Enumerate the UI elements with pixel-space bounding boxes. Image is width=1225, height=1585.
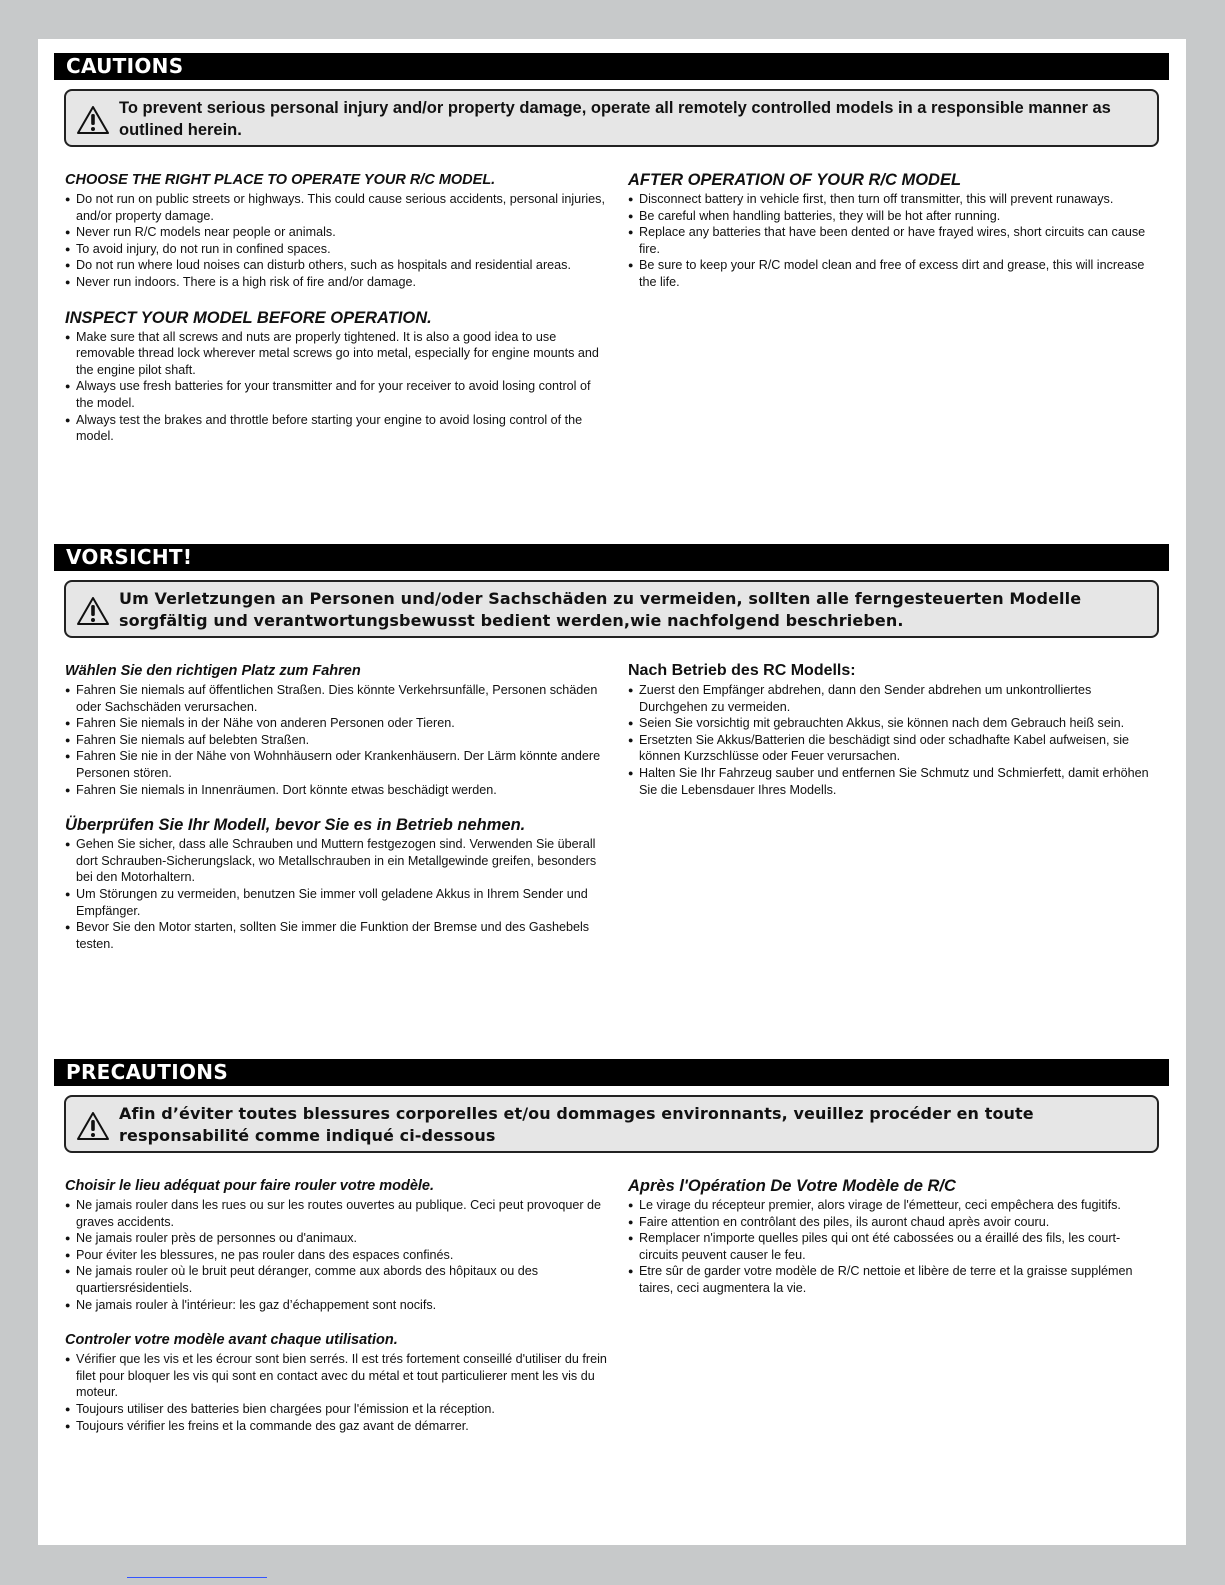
warning-triangle-icon — [76, 105, 110, 135]
list-item: ● Seien Sie vorsichtig mit gebrauchten Akkus, sie können nach dem Gebrauch heiß sein. — [628, 715, 1158, 732]
bullet-list — [65, 329, 610, 445]
cautions-section — [54, 53, 1169, 501]
list-item: ● Bevor Sie den Motor starten, sollten Sie immer die Funktion der Bremse und des Gashebels testen. — [65, 919, 610, 952]
list-item: ● Ersetzten Sie Akkus/Batterien die beschädigt sind oder schadhafte Kabel aufweisen, sie können Kurzschlüsse oder Feuer verursachen. — [628, 732, 1158, 765]
list-item: ● Never run R/C models near people or animals. — [65, 224, 610, 241]
bullet-list — [65, 682, 610, 798]
bullet-list — [65, 836, 610, 952]
bullet-list — [65, 1197, 610, 1313]
bullet-list — [628, 682, 1158, 798]
section-title: CAUTIONS — [54, 53, 1169, 80]
warning-message: Um Verletzungen an Personen und/oder Sachschäden zu vermeiden, sollten alle ferngesteuerten Modelle sorgfältig und verantwortungsbewusst bedient werden,wie nachfolgend beschrieben. — [119, 589, 1082, 630]
subsection-heading: Controler votre modèle avant chaque utilisation. — [65, 1332, 398, 1349]
list-item: ● Zuerst den Empfänger abdrehen, dann den Sender abdrehen um unkontrolliertes Durchgehen zu vermeiden. — [628, 682, 1158, 715]
subsection-heading: Nach Betrieb des RC Modells: — [628, 662, 856, 679]
right-column — [628, 1177, 1158, 1297]
list-item: ● Never run indoors. There is a high risk of fire and/or damage. — [65, 274, 610, 291]
subsection-heading: Choisir le lieu adéquat pour faire rouler votre modèle. — [65, 1178, 435, 1194]
subsection-heading: Wählen Sie den richtigen Platz zum Fahren — [65, 663, 361, 679]
warning-triangle-icon — [76, 1111, 110, 1141]
list-item: ● Ne jamais rouler où le bruit peut déranger, comme aux abords des hôpitaux ou des quartiersrésidentiels. — [65, 1263, 610, 1296]
list-item: ● Replace any batteries that have been dented or have frayed wires, short circuits can cause fire. — [628, 224, 1158, 257]
list-item: ● Fahren Sie niemals in der Nähe von anderen Personen oder Tieren. — [65, 715, 610, 732]
list-item: ● Do not run on public streets or highways. This could cause serious accidents, personal injuries, and/or property damage. — [65, 191, 610, 224]
warning-banner — [64, 580, 1159, 638]
list-item: ● Fahren Sie niemals in Innenräumen. Dort könnte etwas beschädigt werden. — [65, 782, 610, 799]
section-title: VORSICHT! — [54, 544, 1169, 571]
bullet-list — [65, 1351, 610, 1434]
subsection-heading: INSPECT YOUR MODEL BEFORE OPERATION. — [65, 308, 432, 327]
list-item: ● Halten Sie Ihr Fahrzeug sauber und entfernen Sie Schmutz und Schmierfett, damit erhöhen Sie die Lebensdauer Ihres Modells. — [628, 765, 1158, 798]
subsection-heading: Überprüfen Sie Ihr Modell, bevor Sie es in Betrieb nehmen. — [65, 816, 526, 835]
list-item: ● Fahren Sie niemals auf öffentlichen Straßen. Dies könnte Verkehrsunfälle, Personen schäden oder Sachschäden verursachen. — [65, 682, 610, 715]
subsection-heading: AFTER OPERATION OF YOUR R/C MODEL — [628, 171, 962, 189]
list-item: ● Do not run where loud noises can disturb others, such as hospitals and residential areas. — [65, 257, 610, 274]
bullet-list — [628, 1197, 1158, 1297]
right-column — [628, 662, 1158, 798]
list-item: ● To avoid injury, do not run in confined spaces. — [65, 241, 610, 258]
list-item: ● Ne jamais rouler à l'intérieur: les gaz d’échappement sont nocifs. — [65, 1297, 610, 1314]
list-item: ● Toujours utiliser des batteries bien chargées pour l'émission et la réception. — [65, 1401, 610, 1418]
list-item: ● Remplacer n'importe quelles piles qui ont été cabossées ou a éraillé des fils, les court-circuits peuvent causer le feu. — [628, 1230, 1158, 1263]
warning-message: Afin d’éviter toutes blessures corporelles et/ou dommages environnants, veuillez procéder en toute responsabilité comme indiqué ci-dessous — [119, 1104, 1034, 1145]
subsection-heading: Après l'Opération De Votre Modèle de R/C — [628, 1177, 956, 1195]
left-column — [65, 662, 610, 952]
list-item: ● Vérifier que les vis et les écrour sont bien serrés. Il est trés fortement conseillé d'utiliser du frein filet pour bloquer les vis qui sont en contact avec du métal et tout particulierer ment les vis du moteur. — [65, 1351, 610, 1401]
footer-link-underline[interactable] — [127, 1577, 267, 1578]
list-item: ● Make sure that all screws and nuts are properly tightened. It is also a good idea to use removable thread lock wherever metal screws go into metal, especially for engine mounts and the engine pilot shaft. — [65, 329, 610, 379]
subsection-heading: CHOOSE THE RIGHT PLACE TO OPERATE YOUR R/C MODEL. — [65, 172, 496, 188]
list-item: ● Pour éviter les blessures, ne pas rouler dans des espaces confinés. — [65, 1247, 610, 1264]
warning-banner — [64, 89, 1159, 147]
bullet-list — [628, 191, 1158, 291]
list-item: ● Um Störungen zu vermeiden, benutzen Sie immer voll geladene Akkus in Ihrem Sender und Empfänger. — [65, 886, 610, 919]
list-item: ● Always test the brakes and throttle before starting your engine to avoid losing control of the model. — [65, 412, 610, 445]
list-item: ● Always use fresh batteries for your transmitter and for your receiver to avoid losing control of the model. — [65, 378, 610, 411]
section-title: PRECAUTIONS — [54, 1059, 1169, 1086]
list-item: ● Le virage du récepteur premier, alors virage de l'émetteur, ceci empêchera des fugitifs. — [628, 1197, 1158, 1214]
list-item: ● Be sure to keep your R/C model clean and free of excess dirt and grease, this will increase the life. — [628, 257, 1158, 290]
right-column — [628, 171, 1158, 291]
left-column — [65, 1177, 610, 1434]
list-item: ● Gehen Sie sicher, dass alle Schrauben und Muttern festgezogen sind. Verwenden Sie überall dort Schrauben-Sicherungslack, wo Metallschrauben in ein Metallgewinde greifen, besonders bei den Motorhaltern. — [65, 836, 610, 886]
list-item: ● Etre sûr de garder votre modèle de R/C nettoie et libère de terre et la graisse supplémen taires, ceci augmentera la vie. — [628, 1263, 1158, 1296]
list-item: ● Toujours vérifier les freins et la commande des gaz avant de démarrer. — [65, 1418, 610, 1435]
list-item: ● Ne jamais rouler près de personnes ou d'animaux. — [65, 1230, 610, 1247]
list-item: ● Ne jamais rouler dans les rues ou sur les routes ouvertes au publique. Ceci peut provoquer de graves accidents. — [65, 1197, 610, 1230]
precautions-section — [54, 1059, 1169, 1507]
vorsicht-section — [54, 544, 1169, 992]
list-item: ● Fahren Sie niemals auf belebten Straßen. — [65, 732, 610, 749]
list-item: ● Fahren Sie nie in der Nähe von Wohnhäusern oder Krankenhäusern. Der Lärm könnte andere Personen stören. — [65, 748, 610, 781]
manual-page — [38, 39, 1186, 1545]
list-item: ● Disconnect battery in vehicle first, then turn off transmitter, this will prevent runaways. — [628, 191, 1158, 208]
left-column — [65, 171, 610, 445]
list-item: ● Be careful when handling batteries, they will be hot after running. — [628, 208, 1158, 225]
warning-message: To prevent serious personal injury and/or property damage, operate all remotely controlled models in a responsible manner as outlined herein. — [119, 99, 1111, 139]
warning-triangle-icon — [76, 596, 110, 626]
list-item: ● Faire attention en contrôlant des piles, ils auront chaud après avoir couru. — [628, 1214, 1158, 1231]
warning-banner — [64, 1095, 1159, 1153]
bullet-list — [65, 191, 610, 291]
